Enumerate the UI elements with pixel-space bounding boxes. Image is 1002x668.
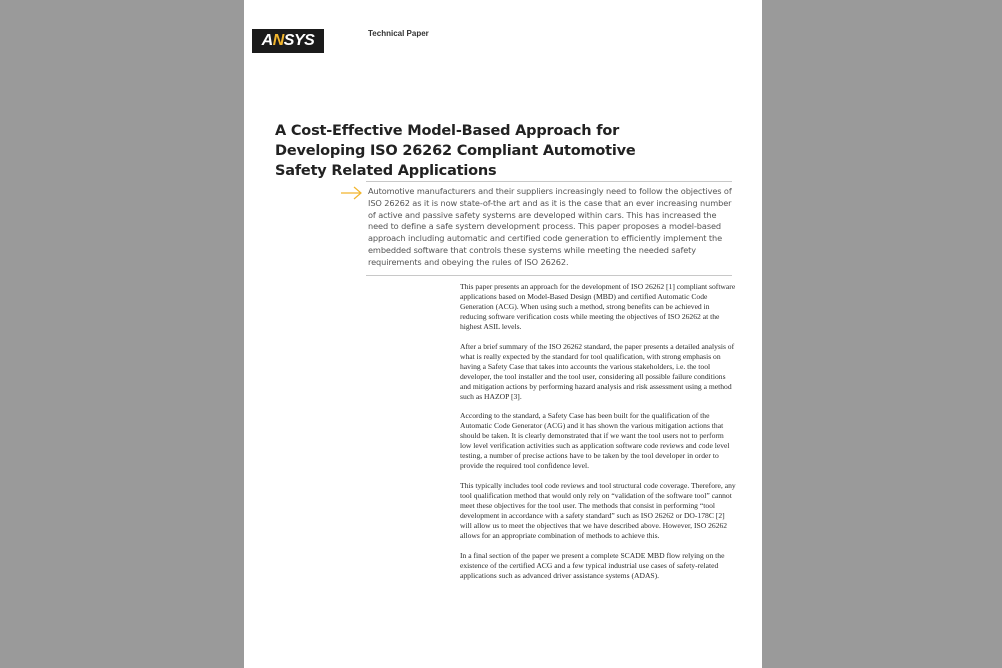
logo-text: ANSYS — [261, 32, 315, 49]
arrow-right-icon — [341, 186, 363, 200]
body-paragraph: This typically includes tool code reviews and tool structural code coverage. Therefore, any tool qualification method that would only rely on “validation of the software tool” cannot meet these objectives for the tool user. The methods that consist in performing “tool development in accordance with a safety standard” such as ISO 26262 or DO-178C [2] will allow us to meet the objectives that we have described above. However, ISO 26262 allows for an appropriate combination of methods to achieve this. — [460, 481, 736, 540]
page-title: A Cost-Effective Model-Based Approach for Developing ISO 26262 Compliant Automotive Safety Related Applications — [275, 123, 636, 179]
body-paragraph: In a final section of the paper we present a complete SCADE MBD flow relying on the existence of the certified ACG and a few typical industrial use cases of safety-related applications such as advanced driver assistance systems (ADAS). — [460, 550, 725, 580]
abstract-text: Automotive manufacturers and their suppliers increasingly need to follow the objectives of ISO 26262 as it is now state-of-the art and as it is the case that an ever increasing number of active and passive safety systems are developed within cars. This has increased the need to define a safe system development process. This paper proposes a model-based approach including automatic and certified code generation to efficiently implement the embedded software that controls these systems while meeting the needed safety requirements and obeying the rules of ISO 26262. — [368, 186, 732, 267]
abstract-top-rule — [366, 181, 732, 182]
document-type-label: Technical Paper — [368, 29, 429, 38]
abstract-bottom-rule — [366, 275, 732, 276]
body-column — [460, 282, 736, 591]
body-paragraph: After a brief summary of the ISO 26262 standard, the paper presents a detailed analysis of what is really expected by the standard for tool qualification, with strong emphasis on having a Safety Case that takes into accounts the various stakeholders, i.e. the tool developer, the tool installer and the tool user, considering all possible failure conditions and mitigation actions by performing hazard analysis and risk assessment using a method such as HAZOP [3]. — [460, 341, 735, 401]
body-paragraph: This paper presents an approach for the development of ISO 26262 [1] compliant software applications based on Model-Based Design (MBD) and certified Automatic Code Generation (ACG). When using such a method, strong benefits can be achieved in reducing software verification costs while meeting the objectives of ISO 26262 at the highest ASIL levels. — [460, 282, 736, 331]
document-page — [244, 0, 762, 668]
ansys-logo — [252, 29, 324, 53]
body-paragraph: According to the standard, a Safety Case has been built for the qualification of the Automatic Code Generator (ACG) and it has shown the various mitigation actions that should be taken. It is clearly demonstrated that if we want the tool users not to perform low level verification activities such as application software code reviews and code level testing, a number of precise actions have to be taken by the tool developer in order to provide the required tool confidence level. — [460, 411, 730, 471]
